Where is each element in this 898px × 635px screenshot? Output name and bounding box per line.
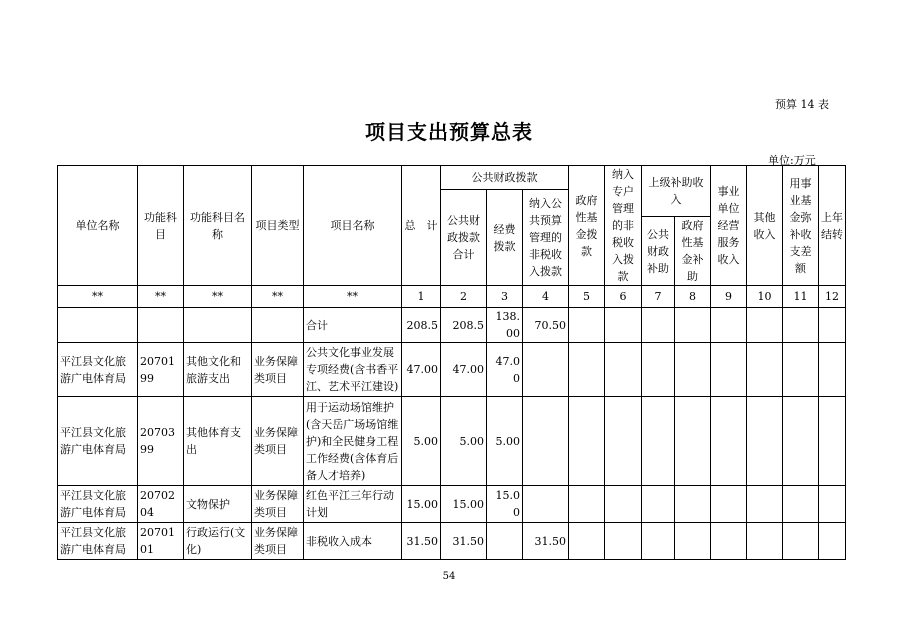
- cell-code: 2070399: [138, 397, 184, 486]
- cell-total: 15.00: [402, 486, 441, 523]
- cell-unit: 平江县文化旅游广电体育局: [58, 343, 138, 397]
- table-row: [58, 343, 846, 397]
- cell-name: 用于运动场馆维护(含天岳广场场馆维护)和全民健身工程工作经费(含体育后备人才培养): [304, 397, 402, 486]
- header-carryover: 上年结转: [819, 166, 846, 286]
- cell-name: 非税收入成本: [304, 523, 402, 560]
- cell-func: 其他文化和旅游支出: [184, 343, 252, 397]
- total-row: [58, 308, 846, 343]
- budget-table: [57, 165, 846, 560]
- form-number: 预算 14 表: [775, 98, 829, 111]
- index-cell: **: [184, 286, 252, 308]
- index-row: [58, 286, 846, 308]
- index-cell: 3: [487, 286, 523, 308]
- total-amount: 208.5: [402, 308, 441, 343]
- total-label: 合计: [304, 308, 402, 343]
- total-nontax: 70.50: [523, 308, 569, 343]
- cell-total: 5.00: [402, 397, 441, 486]
- index-cell: 5: [569, 286, 605, 308]
- index-cell: 10: [747, 286, 783, 308]
- header-total: 总 计: [402, 166, 441, 286]
- cell-type: 业务保障类项目: [252, 523, 304, 560]
- cell-type: 业务保障类项目: [252, 343, 304, 397]
- index-cell: 7: [642, 286, 675, 308]
- page-number: 54: [442, 571, 456, 582]
- header-gov-fund: 政府性基金拨款: [569, 166, 605, 286]
- header-other-income: 其他收入: [747, 166, 783, 286]
- page-title: 项目支出预算总表: [365, 120, 533, 144]
- index-cell: **: [252, 286, 304, 308]
- cell-funding: [487, 523, 523, 560]
- cell-nontax: [523, 486, 569, 523]
- total-public-fiscal: 208.5: [441, 308, 487, 343]
- cell-public-total: 47.00: [441, 343, 487, 397]
- cell-nontax: 31.50: [523, 523, 569, 560]
- cell-funding: 15.00: [487, 486, 523, 523]
- header-business-income: 事业单位经营服务收入: [711, 166, 747, 286]
- header-func-name: 功能科目名称: [184, 166, 252, 286]
- index-cell: 6: [605, 286, 642, 308]
- header-nontax-in-budget: 纳入公共预算管理的非税收入拨款: [523, 190, 569, 286]
- cell-type: 业务保障类项目: [252, 486, 304, 523]
- index-cell: 11: [783, 286, 819, 308]
- cell-unit: 平江县文化旅游广电体育局: [58, 523, 138, 560]
- cell-public-total: 31.50: [441, 523, 487, 560]
- cell-name: 红色平江三年行动计划: [304, 486, 402, 523]
- header-special-nontax: 纳入专户管理的非税收入拨款: [605, 166, 642, 286]
- table-row: [58, 523, 846, 560]
- table-row: [58, 397, 846, 486]
- cell-func: 行政运行(文化): [184, 523, 252, 560]
- cell-total: 31.50: [402, 523, 441, 560]
- header-superior-subsidy: 上级补助收入: [642, 166, 711, 217]
- index-cell: **: [58, 286, 138, 308]
- cell-funding: 5.00: [487, 397, 523, 486]
- cell-nontax: [523, 343, 569, 397]
- cell-code: 2070101: [138, 523, 184, 560]
- header-gov-fund-subsidy: 政府性基金补助: [675, 217, 711, 286]
- cell-name: 公共文化事业发展专项经费(含书香平江、艺术平江建设): [304, 343, 402, 397]
- cell-unit: 平江县文化旅游广电体育局: [58, 486, 138, 523]
- header-func-code: 功能科目: [138, 166, 184, 286]
- table-row: [58, 486, 846, 523]
- header-unit-name: 单位名称: [58, 166, 138, 286]
- cell-code: 2070204: [138, 486, 184, 523]
- header-fund-offset: 用事业基金弥补收支差额: [783, 166, 819, 286]
- index-cell: 1: [402, 286, 441, 308]
- cell-func: 其他体育支出: [184, 397, 252, 486]
- index-cell: **: [304, 286, 402, 308]
- cell-code: 2070199: [138, 343, 184, 397]
- cell-public-total: 5.00: [441, 397, 487, 486]
- cell-nontax: [523, 397, 569, 486]
- index-cell: 12: [819, 286, 846, 308]
- cell-type: 业务保障类项目: [252, 397, 304, 486]
- index-cell: 2: [441, 286, 487, 308]
- index-cell: 9: [711, 286, 747, 308]
- cell-public-total: 15.00: [441, 486, 487, 523]
- cell-func: 文物保护: [184, 486, 252, 523]
- header-public-fiscal-total: 公共财政拨款合计: [441, 190, 487, 286]
- header-proj-type: 项目类型: [252, 166, 304, 286]
- header-funding: 经费拨款: [487, 190, 523, 286]
- index-cell: 4: [523, 286, 569, 308]
- cell-unit: 平江县文化旅游广电体育局: [58, 397, 138, 486]
- header-public-fiscal-subsidy: 公共财政补助: [642, 217, 675, 286]
- header-proj-name: 项目名称: [304, 166, 402, 286]
- cell-total: 47.00: [402, 343, 441, 397]
- total-funding: 138.00: [487, 308, 523, 343]
- unit-label: 单位:万元: [768, 154, 816, 167]
- cell-funding: 47.00: [487, 343, 523, 397]
- header-public-fiscal: 公共财政拨款: [441, 166, 569, 190]
- index-cell: **: [138, 286, 184, 308]
- index-cell: 8: [675, 286, 711, 308]
